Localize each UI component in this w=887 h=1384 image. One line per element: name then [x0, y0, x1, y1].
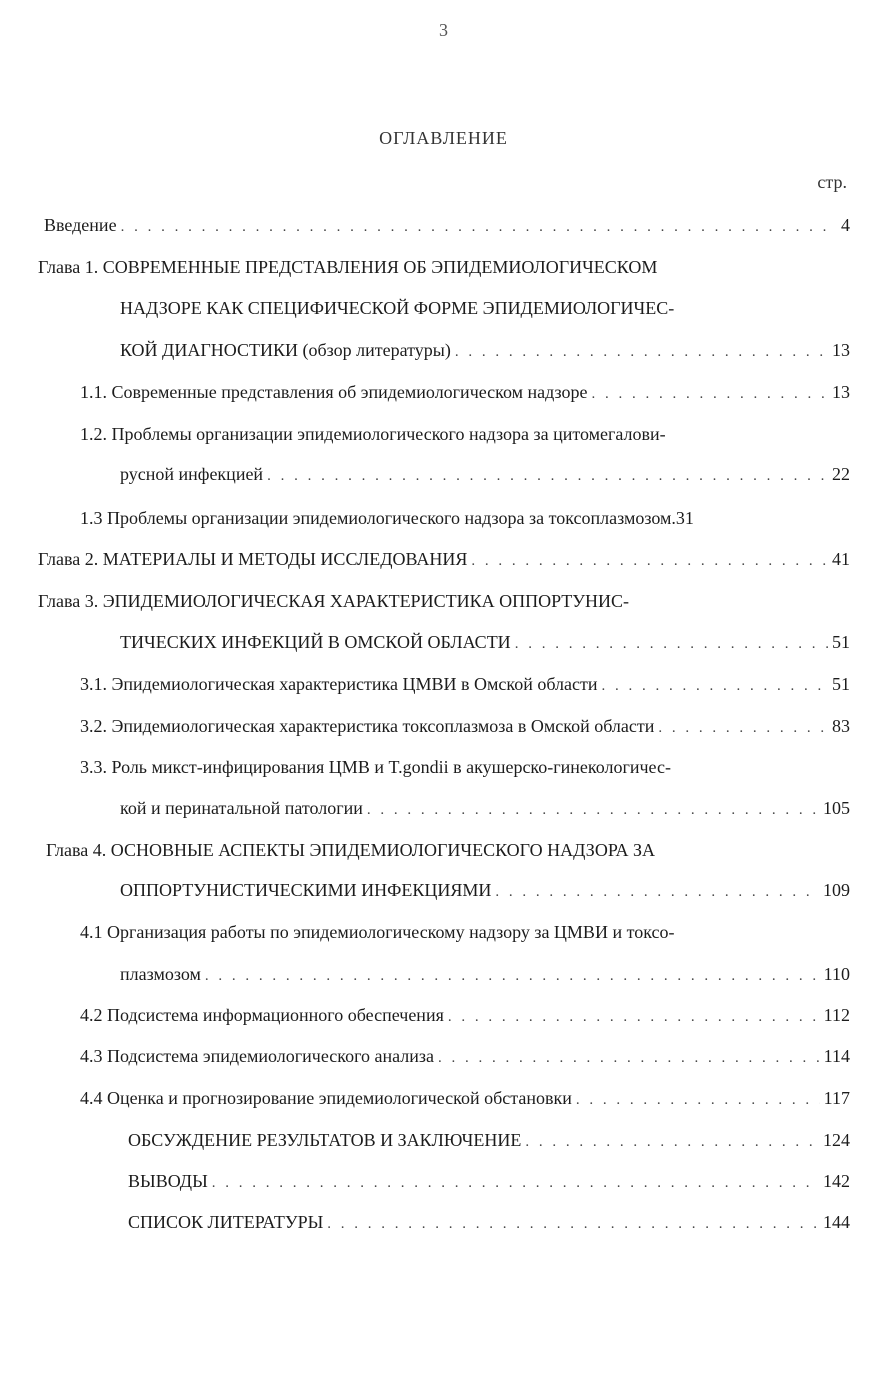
- toc-entry-page: 51: [832, 674, 850, 694]
- toc-entry-page: 124: [823, 1130, 850, 1150]
- toc-entry-page: 110: [823, 964, 850, 984]
- toc-entry-page: 51: [832, 632, 850, 652]
- toc-chapter-2: [38, 546, 850, 572]
- toc-chapter-3-line-1: Глава 3. ЭПИДЕМИОЛОГИЧЕСКАЯ ХАРАКТЕРИСТИКА ОППОРТУНИС-: [38, 591, 630, 611]
- leader-dots: [658, 715, 828, 741]
- toc-entry-title: 4.4 Оценка и прогнозирование эпидемиологической обстановки: [80, 1088, 572, 1108]
- leader-dots: [602, 673, 828, 699]
- toc-entry-title: 4.2 Подсистема информационного обеспечения: [80, 1005, 444, 1025]
- leader-dots: [327, 1211, 819, 1237]
- toc-entry-page: 22: [832, 464, 850, 484]
- toc-entry-page: 114: [823, 1046, 850, 1066]
- leader-dots: [448, 1004, 820, 1030]
- toc-entry-conclusions: [128, 1168, 850, 1194]
- leader-dots: [495, 879, 819, 905]
- toc-entry-title: КОЙ ДИАГНОСТИКИ (обзор литературы): [120, 340, 451, 360]
- toc-entry-title: 3.2. Эпидемиологическая характеристика токсоплазмоза в Омской области: [80, 716, 655, 736]
- leader-dots: [212, 1170, 819, 1196]
- toc-chapter-4-line-2: [120, 877, 850, 903]
- leader-dots: [592, 381, 828, 407]
- page-number: 3: [439, 20, 448, 40]
- toc-heading: ОГЛАВЛЕНИЕ: [379, 128, 508, 148]
- toc-chapter-3-line-2: [120, 629, 850, 655]
- leader-dots: [438, 1045, 820, 1071]
- toc-section-4-3: [80, 1043, 850, 1069]
- toc-entry-title: ОППОРТУНИСТИЧЕСКИМИ ИНФЕКЦИЯМИ: [120, 880, 492, 900]
- toc-entry-page: 83: [832, 716, 850, 736]
- toc-section-1-2-line-2: [120, 461, 850, 487]
- leader-dots: [455, 339, 828, 365]
- toc-entry-page: 117: [823, 1088, 850, 1108]
- leader-dots: [121, 214, 837, 240]
- toc-section-3-3-line-1: 3.3. Роль микст-инфицирования ЦМВ и T.gondii в акушерско-гинекологичес-: [80, 757, 671, 777]
- toc-entry-title: СПИСОК ЛИТЕРАТУРЫ: [128, 1212, 324, 1232]
- toc-entry-title: ТИЧЕСКИХ ИНФЕКЦИЙ В ОМСКОЙ ОБЛАСТИ: [120, 632, 511, 652]
- toc-chapter-4-line-1: Глава 4. ОСНОВНЫЕ АСПЕКТЫ ЭПИДЕМИОЛОГИЧЕСКОГО НАДЗОРА ЗА: [46, 840, 656, 860]
- leader-dots: [471, 548, 828, 574]
- toc-entry-title: русной инфекцией: [120, 464, 264, 484]
- toc-entry-title: 1.3 Проблемы организации эпидемиологического надзора за токсоплазмозом.: [80, 508, 676, 528]
- leader-dots: [576, 1087, 820, 1113]
- toc-section-4-1-line-2: [120, 961, 850, 987]
- toc-entry-page: 142: [823, 1171, 850, 1191]
- toc-section-1-1: [80, 379, 850, 405]
- toc-entry-intro: [44, 212, 850, 238]
- toc-entry-page: 31: [675, 508, 694, 528]
- toc-entry-page: 105: [823, 798, 850, 818]
- toc-chapter-1-line-1: Глава 1. СОВРЕМЕННЫЕ ПРЕДСТАВЛЕНИЯ ОБ ЭПИДЕМИОЛОГИЧЕСКОМ: [38, 257, 658, 277]
- toc-section-1-2-line-1: 1.2. Проблемы организации эпидемиологического надзора за цитомегалови-: [80, 424, 666, 444]
- toc-section-1-3: [80, 505, 850, 531]
- toc-section-3-1: [80, 671, 850, 697]
- toc-entry-title: кой и перинатальной патологии: [120, 798, 363, 818]
- toc-entry-references: [128, 1209, 850, 1235]
- toc-entry-title: 3.1. Эпидемиологическая характеристика ЦМВИ в Омской области: [80, 674, 598, 694]
- leader-dots: [267, 463, 828, 489]
- leader-dots: [525, 1129, 819, 1155]
- leader-dots: [205, 963, 820, 989]
- toc-chapter-1-line-3: [120, 337, 850, 363]
- toc-entry-title: плазмозом: [120, 964, 201, 984]
- toc-section-3-2: [80, 713, 850, 739]
- toc-entry-title: Глава 2. МАТЕРИАЛЫ И МЕТОДЫ ИССЛЕДОВАНИЯ: [38, 549, 468, 569]
- toc-section-3-3-line-2: [120, 795, 850, 821]
- toc-entry-page: 41: [832, 549, 850, 569]
- toc-entry-page: 4: [841, 215, 850, 235]
- toc-section-4-1-line-1: 4.1 Организация работы по эпидемиологическому надзору за ЦМВИ и токсо-: [80, 922, 675, 942]
- toc-entry-title: ОБСУЖДЕНИЕ РЕЗУЛЬТАТОВ И ЗАКЛЮЧЕНИЕ: [128, 1130, 522, 1150]
- toc-entry-discussion: [128, 1127, 850, 1153]
- toc-section-4-4: [80, 1085, 850, 1111]
- toc-entry-title: ВЫВОДЫ: [128, 1171, 208, 1191]
- page-column-label: стр.: [817, 172, 847, 192]
- toc-entry-page: 112: [823, 1005, 850, 1025]
- toc-entry-page: 13: [832, 382, 850, 402]
- leader-dots: [515, 631, 828, 657]
- toc-entry-title: Введение: [44, 215, 117, 235]
- toc-section-4-2: [80, 1002, 850, 1028]
- toc-entry-page: 109: [823, 880, 850, 900]
- toc-entry-page: 13: [832, 340, 850, 360]
- toc-entry-title: 1.1. Современные представления об эпидемиологическом надзоре: [80, 382, 588, 402]
- leader-dots: [367, 797, 819, 823]
- toc-entry-page: 144: [823, 1212, 850, 1232]
- toc-entry-title: 4.3 Подсистема эпидемиологического анализа: [80, 1046, 435, 1066]
- toc-chapter-1-line-2: НАДЗОРЕ КАК СПЕЦИФИЧЕСКОЙ ФОРМЕ ЭПИДЕМИОЛОГИЧЕС-: [120, 298, 675, 318]
